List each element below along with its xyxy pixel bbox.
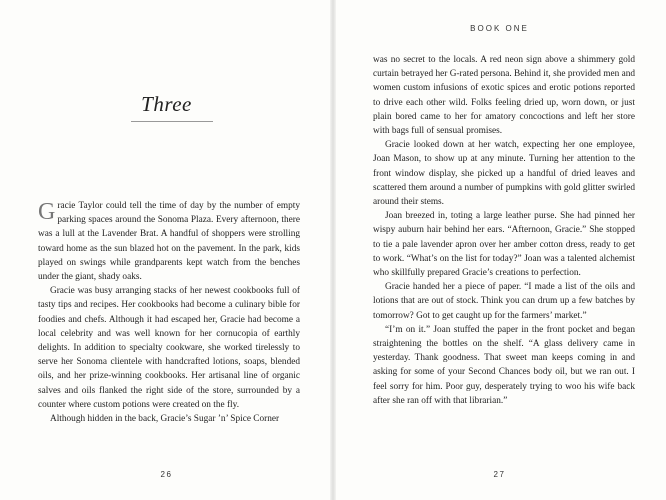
paragraph-8: “I’m on it.” Joan stuffed the paper in the front pocket and began straightening the bottles on the shelf. “A glass delivery came in yesterday. Thank goodness. That sweet man keeps coming in and asking for some of your Second Chances body oil, but we ran out. I feel sorry for him. Poor guy, desperately trying to woo his wife back after she ran off with that librarian.” [373,324,635,406]
paragraph-4: was no secret to the locals. A red neon sign above a shimmery gold curtain betrayed her G-rated persona. Behind it, she provided men and women custom infusions of exotic spices and erotic potions reported to drive each other wild. Folks feeling dried up, worn down, or just plain bored came to her for amatory concoctions and left her store with bags full of sensual promises. [373,55,635,137]
right-page [333,0,666,500]
paragraph-1 [38,199,300,284]
paragraph-7: Gracie handed her a piece of paper. “I made a list of the oils and lotions that are out of stock. Think you can drum up a few batches by tomorrow? Got to get caught up for the farmers’ market.” [373,282,635,321]
right-page-body [373,53,635,408]
drop-cap: G [38,199,56,225]
page-number-right: 27 [493,470,506,479]
chapter-title: Three [141,92,192,116]
chapter-title-rule [131,121,213,122]
paragraph-1-text: racie Taylor could tell the time of day by the number of empty parking spaces around the Sonoma Plaza. Every afternoon, there was a lull at the Lavender Brat. A handful of shoppers were strolling toward home as the sun blazed hot on the pavement. In the park, kids played on swings while grandparents kept watch from the benches under the giant, shady oaks. [38,201,300,283]
running-head: BOOK ONE [470,24,529,33]
paragraph-6: Joan breezed in, toting a large leather purse. She had pinned her wispy auburn hair behind her ears. “Afternoon, Gracie.” She stopped to tie a pale lavender apron over her amber cotton dress, ready to get to work. “What’s on the list for today?” Joan was a talented alchemist who skillfully prepared Gracie’s creations to perfection. [373,211,635,279]
paragraph-5: Gracie looked down at her watch, expecting her one employee, Joan Mason, to show up at any minute. Turning her attention to the front window display, she picked up a handful of dried leaves and scattered them around a number of pumpkins with gold glitter swirled around their stems. [373,140,635,208]
left-page-body [38,199,300,426]
paragraph-2: Gracie was busy arranging stacks of her newest cookbooks full of tasty tips and recipes. Her cookbooks had become a culinary bible for foodies and chefs. Although it had escaped her, Gracie had become a local celebrity and was well known for her cornucopia of earthly delights. In addition to specialty cookware, she worked tirelessly to serve her Sonoma clientele with handcrafted lotions, soaps, blended oils, and her prize-winning cookbooks. Her artisanal line of organic salves and oils flanked the right side of the store, surrounded by a counter where custom potions were created on the fly. [38,286,300,410]
paragraph-3: Although hidden in the back, Gracie’s Sugar ’n’ Spice Corner [50,414,280,425]
page-number-left: 26 [160,470,173,479]
